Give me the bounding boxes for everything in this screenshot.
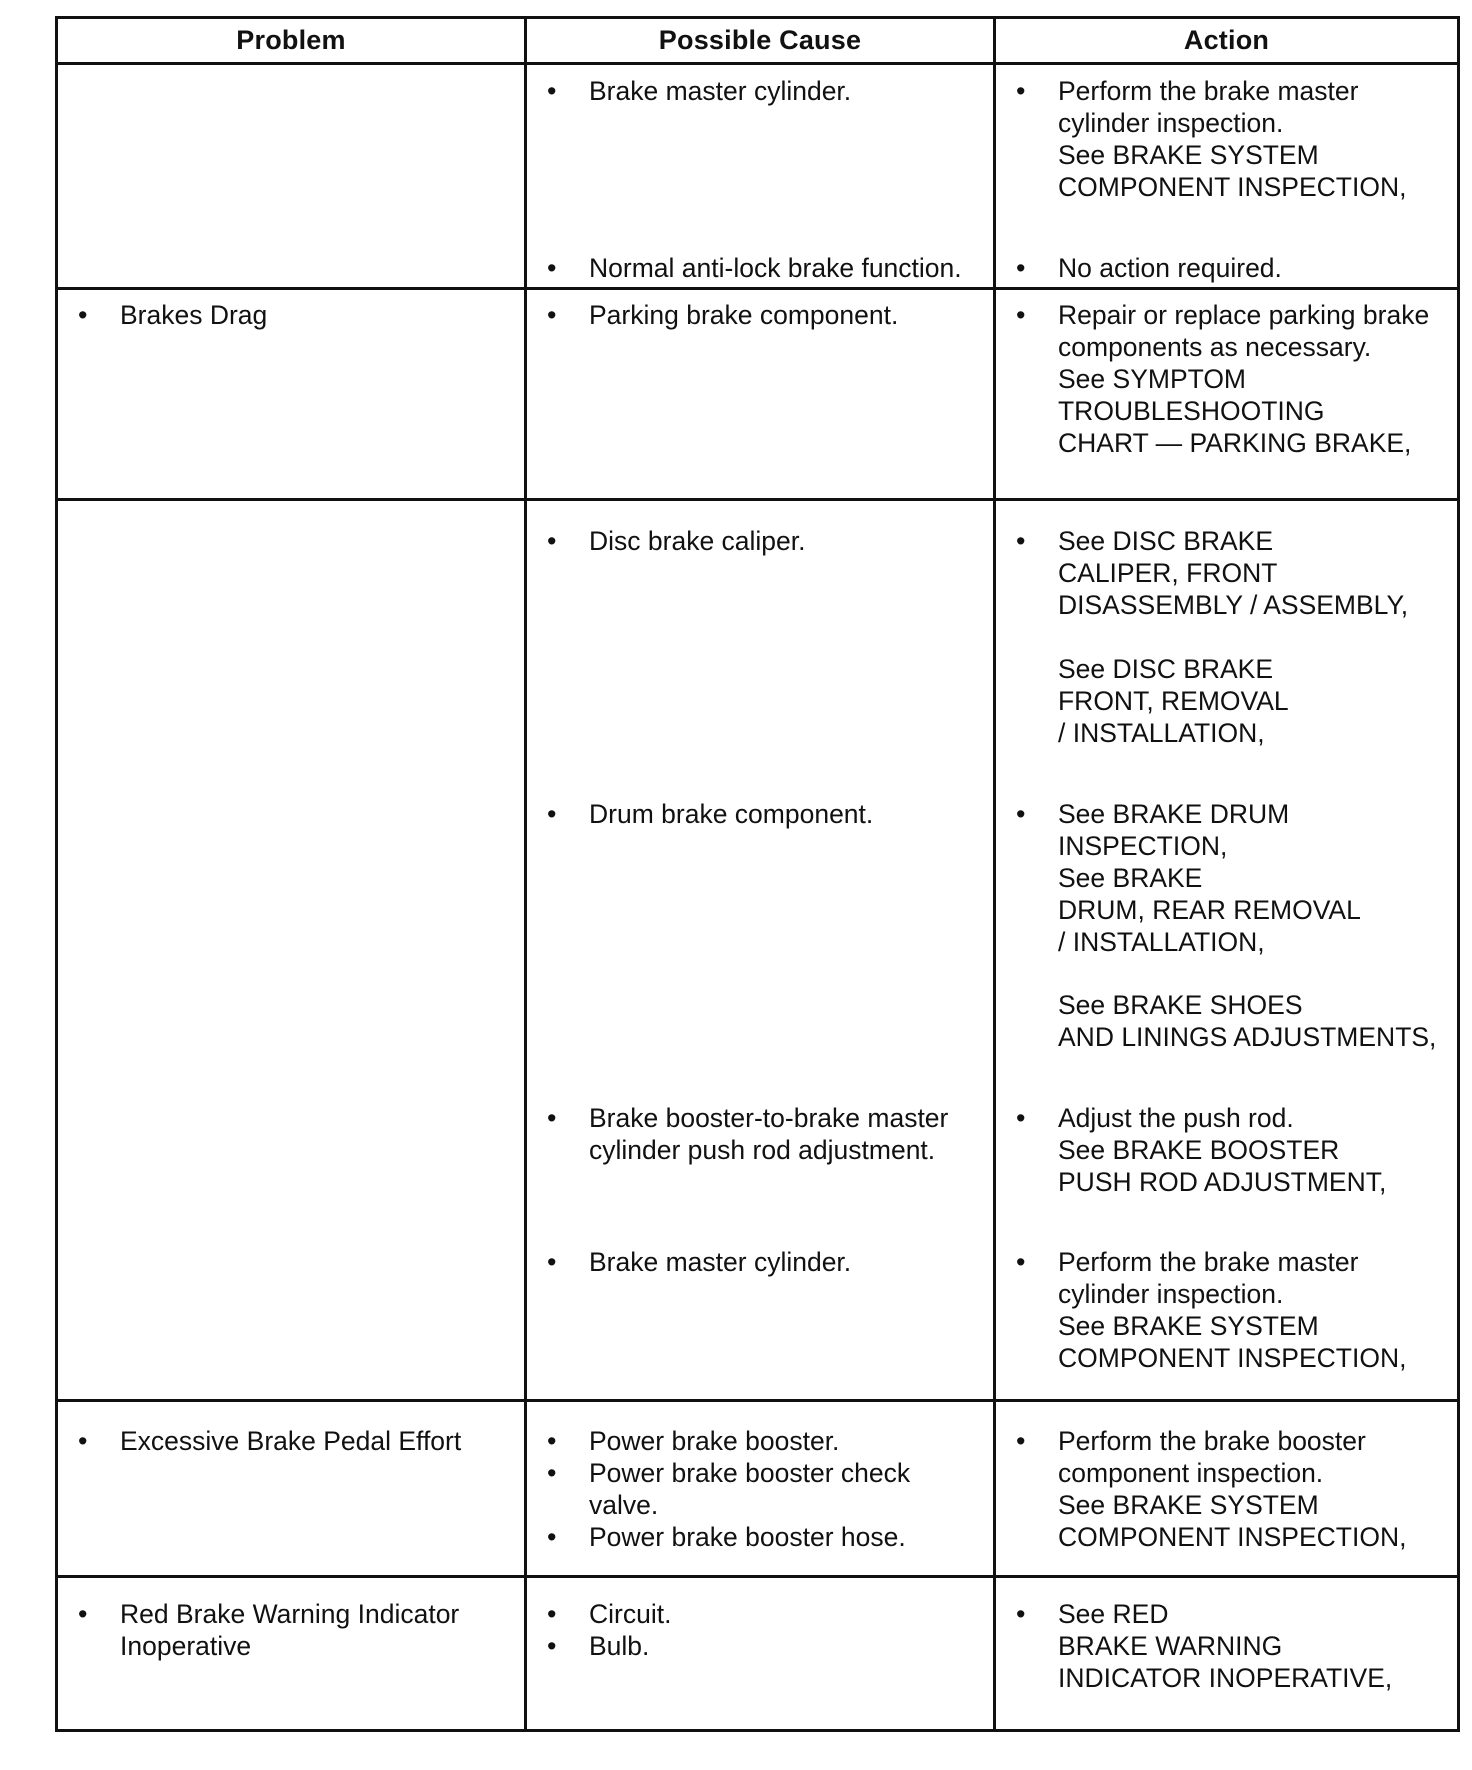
action-text: See DISC BRAKE CALIPER, FRONT DISASSEMBLY / ASSEMBLY, (1058, 526, 1409, 620)
action-cell (996, 290, 1457, 498)
cause-text: Disc brake caliper. (589, 526, 806, 556)
action-cell (996, 1402, 1457, 1575)
cause-text: Circuit. (589, 1599, 672, 1629)
bullet: • (1016, 1247, 1026, 1277)
bullet: • (547, 1522, 557, 1552)
action-text: Adjust the push rod. See BRAKE BOOSTER PUSH ROD ADJUSTMENT, (1058, 1103, 1387, 1197)
bullet: • (78, 300, 88, 330)
bullet: • (78, 1426, 88, 1456)
table-row (58, 290, 1457, 501)
bullet: • (1016, 1426, 1026, 1456)
action-cell (996, 65, 1457, 287)
bullet: • (547, 76, 557, 106)
action-text: See BRAKE DRUM INSPECTION, See BRAKE DRUM, REAR REMOVAL / INSTALLATION, (1058, 799, 1361, 957)
table-row (58, 65, 1457, 290)
cause-text: Normal anti-lock brake function. (589, 253, 962, 283)
problem-cell (58, 1402, 527, 1575)
action-text: See RED BRAKE WARNING INDICATOR INOPERATIVE, (1058, 1599, 1393, 1693)
cause-text: Power brake booster hose. (589, 1522, 906, 1552)
bullet: • (1016, 300, 1026, 330)
cause-cell (527, 290, 996, 498)
cause-text: Brake booster-to-brake master cylinder push rod adjustment. (589, 1103, 949, 1165)
action-text: Repair or replace parking brake components as necessary. See SYMPTOM TROUBLESHOOTING CHART — PARKING BRAKE, (1058, 300, 1430, 458)
cause-cell (527, 1578, 996, 1729)
action-text: Perform the brake booster component inspection. See BRAKE SYSTEM COMPONENT INSPECTION, (1058, 1426, 1407, 1552)
cause-text: Power brake booster. (589, 1426, 840, 1456)
bullet: • (547, 526, 557, 556)
bullet: • (547, 1458, 557, 1488)
cause-text: Brake master cylinder. (589, 76, 852, 106)
bullet: • (1016, 799, 1026, 829)
bullet: • (1016, 1599, 1026, 1629)
bullet: • (1016, 526, 1026, 556)
bullet: • (547, 1103, 557, 1133)
bullet: • (547, 799, 557, 829)
header-problem: Problem (58, 19, 527, 62)
table-row (58, 1402, 1457, 1578)
table-header-row (58, 19, 1457, 65)
action-text: No action required. (1058, 253, 1282, 283)
action-text: See DISC BRAKE FRONT, REMOVAL / INSTALLATION, (1058, 654, 1289, 748)
problem-cell (58, 501, 527, 1399)
table-row (58, 501, 1457, 1402)
header-possible-cause: Possible Cause (527, 19, 996, 62)
action-text: See BRAKE SHOES AND LININGS ADJUSTMENTS, (1058, 990, 1437, 1052)
bullet: • (1016, 76, 1026, 106)
cause-cell (527, 1402, 996, 1575)
action-cell (996, 1578, 1457, 1729)
cause-text: Power brake booster check valve. (589, 1458, 911, 1520)
bullet: • (547, 1631, 557, 1661)
cause-cell (527, 501, 996, 1399)
problem-text: Red Brake Warning Indicator Inoperative (120, 1599, 460, 1661)
troubleshooting-table (55, 16, 1460, 1732)
bullet: • (1016, 1103, 1026, 1133)
bullet: • (547, 1599, 557, 1629)
action-text: Perform the brake master cylinder inspection. See BRAKE SYSTEM COMPONENT INSPECTION, (1058, 76, 1407, 202)
cause-text: Bulb. (589, 1631, 650, 1661)
cause-cell (527, 65, 996, 287)
table-row (58, 1578, 1457, 1729)
bullet: • (547, 1247, 557, 1277)
cause-text: Parking brake component. (589, 300, 899, 330)
cause-text: Drum brake component. (589, 799, 874, 829)
action-text: Perform the brake master cylinder inspection. See BRAKE SYSTEM COMPONENT INSPECTION, (1058, 1247, 1407, 1373)
problem-cell (58, 290, 527, 498)
problem-cell (58, 1578, 527, 1729)
action-cell (996, 501, 1457, 1399)
problem-cell (58, 65, 527, 287)
bullet: • (547, 253, 557, 283)
problem-text: Brakes Drag (120, 300, 268, 330)
bullet: • (78, 1599, 88, 1629)
bullet: • (1016, 253, 1026, 283)
header-action: Action (1183, 25, 1270, 55)
cause-text: Brake master cylinder. (589, 1247, 852, 1277)
bullet: • (547, 300, 557, 330)
bullet: • (547, 1426, 557, 1456)
problem-text: Excessive Brake Pedal Effort (120, 1426, 462, 1456)
